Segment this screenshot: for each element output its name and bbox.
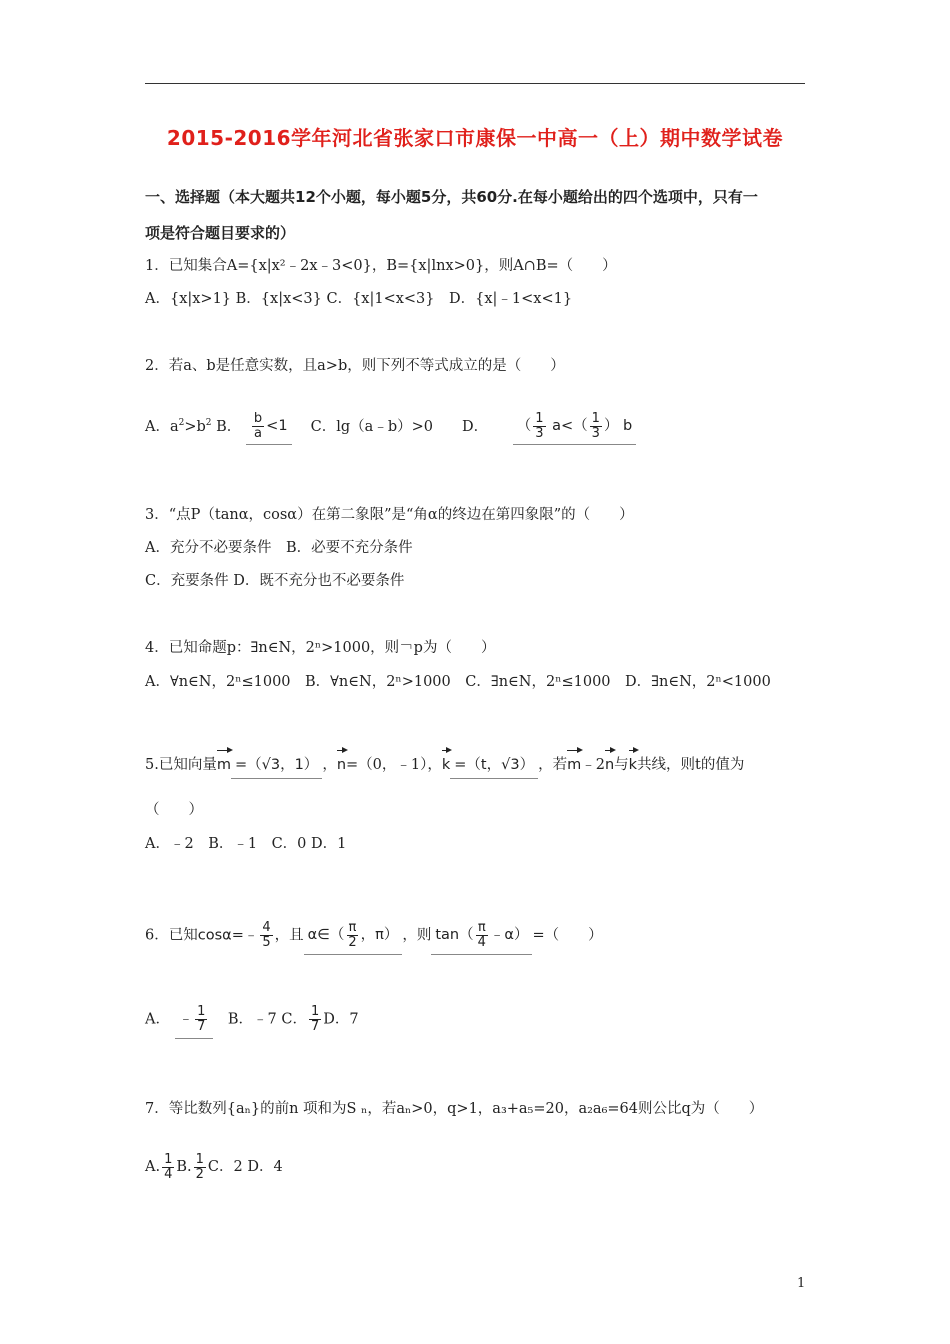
q5-vector-k: k xyxy=(442,748,450,778)
q6-tan-den: 4 xyxy=(477,934,486,950)
q7-opt-a-den: 4 xyxy=(164,1166,173,1182)
q2-opt-b-image xyxy=(246,408,292,445)
q6-cos-num: 4 xyxy=(262,920,271,935)
q6-stem-a: 6．已知 xyxy=(145,927,198,944)
q6-alpha-range xyxy=(304,916,403,955)
q6-tan-a: tan（ xyxy=(435,927,474,943)
q7-stem: 7．等比数列{aₙ}的前n 项和为S ₙ，若aₙ>0，q>1，a₃+a₅=20，a₂a₆=64则公比q为（ ） xyxy=(145,1101,764,1117)
q7-opt-a-num: 1 xyxy=(164,1151,173,1167)
q6-opt-a-image xyxy=(175,1000,214,1039)
q2-opt-b-den: a xyxy=(254,425,263,441)
q3-stem: 3．“点P（tanα，cosα）在第二象限”是“角α的终边在第四象限”的（ ） xyxy=(145,507,634,523)
q1-stem: 1．已知集合A={x|x²﹣2x﹣3<0}，B={x|lnx>0}，则A∩B=（ ） xyxy=(145,258,617,274)
q5-stem-a: 5.已知向量 xyxy=(145,757,217,773)
q5-vector-m: m xyxy=(217,748,231,778)
q5-vector-m2: m xyxy=(567,748,581,778)
q6-stem-b: ，且 xyxy=(274,927,304,944)
q5-vector-k2: k xyxy=(629,748,637,778)
q6-alpha-end: ，π） xyxy=(360,927,399,943)
q5-vector-n2: n xyxy=(605,748,614,778)
page-number: 1 xyxy=(797,1276,806,1291)
q6-pi-num: π xyxy=(348,919,357,935)
q2-opt-b-label: B． xyxy=(211,418,242,435)
q2-options: A．$a^2>b^2$ B． $\frac{b}{a}$ <1 C．lg（a﹣b）>0 D． （ $\frac{1}{3}$ a<（ $\frac{1}{3}$ ） b xyxy=(145,405,636,445)
q6-opt-c-num: 1 xyxy=(310,1004,320,1019)
q6-alpha-in: α∈（ xyxy=(307,927,345,943)
q5-options: A．﹣2 B．﹣1 C．0 D．1 xyxy=(145,836,347,852)
q6-opt-a-sign: ﹣ xyxy=(178,1011,194,1027)
q5-vector-n: n xyxy=(337,748,346,778)
q1-options: A．{x|x>1} B．{x|x<3} C．{x|1<x<3} D．{x|﹣1<x<1} xyxy=(145,291,573,307)
q5-stem-c: ﹣2 xyxy=(581,757,605,773)
q7-opt-rest: C．2 D．4 xyxy=(207,1159,283,1175)
q3-options-ab: A．充分不必要条件 B．必要不充分条件 xyxy=(145,540,413,556)
q6-opt-a: A． xyxy=(145,1011,170,1028)
q6-cos-expr: cosα=﹣ xyxy=(197,927,259,944)
q5-sep: ， xyxy=(322,757,337,773)
q2-opt-c: C．lg（a﹣b）>0 D． xyxy=(296,418,489,435)
q7-opt-a: A. xyxy=(145,1159,161,1175)
q2-opt-a: A．a xyxy=(145,418,179,435)
q6-stem-c: ，则 xyxy=(402,927,432,944)
q2-opt-d-den1: 3 xyxy=(535,425,544,441)
q6-options xyxy=(145,1000,359,1039)
q5-stem-d: 与 xyxy=(614,757,629,773)
q6-opt-b: B．﹣7 C． xyxy=(213,1011,307,1028)
q5-paren: （ ） xyxy=(145,802,203,818)
q5-n-value: =（0，﹣1）， xyxy=(346,757,442,773)
q2-opt-d-end: ） b xyxy=(603,418,633,435)
q5-m-value: =（√3，1） xyxy=(231,752,322,779)
q4-stem: 4．已知命题p：∃n∈N，2ⁿ>1000，则￢p为（ ） xyxy=(145,640,496,656)
q7-opt-b: B. xyxy=(176,1159,192,1175)
q2-opt-d-num1: 1 xyxy=(535,410,544,426)
q2-opt-d-den2: 3 xyxy=(591,425,600,441)
q2-opt-b-num: b xyxy=(253,410,263,426)
q6-pi-den: 2 xyxy=(348,934,357,950)
q2-opt-d-num2: 1 xyxy=(591,410,600,426)
q6-stem-d: =（ ） xyxy=(532,927,603,944)
header-rule xyxy=(145,83,805,84)
q4-options: A．∀n∈N，2ⁿ≤1000 B．∀n∈N，2ⁿ>1000 C．∃n∈N，2ⁿ≤1000 D．∃n∈N，2ⁿ<1000 xyxy=(145,674,771,690)
q2-opt-b-rel: <1 xyxy=(266,418,288,435)
exam-title: 2015-2016学年河北省张家口市康保一中高一（上）期中数学试卷 xyxy=(166,126,784,150)
q6-opt-c-den: 7 xyxy=(310,1019,320,1034)
q7-options xyxy=(145,1148,283,1186)
q6-tan-expr xyxy=(431,916,532,955)
q2-opt-d-mid: a<（ xyxy=(547,418,588,435)
section-heading-line1: 一、选择题（本大题共12个小题，每小题5分，共60分.在每小题给出的四个选项中，只有一 xyxy=(145,188,758,206)
section-heading-line2: 项是符合题目要求的） xyxy=(145,224,296,242)
q2-opt-a2: >b xyxy=(184,418,206,435)
q2-stem: 2．若a、b是任意实数，且a>b，则下列不等式成立的是（ ） xyxy=(145,358,565,374)
q6-opt-a-den: 7 xyxy=(197,1018,206,1034)
q5-k-value: =（t，√3） xyxy=(450,752,538,779)
q7-opt-b-den: 2 xyxy=(195,1166,204,1182)
q3-options-cd: C．充要条件 D．既不充分也不必要条件 xyxy=(145,573,405,589)
q6-stem xyxy=(145,916,603,955)
q7-opt-b-num: 1 xyxy=(195,1151,204,1167)
q6-cos-den: 5 xyxy=(262,935,271,950)
q5-stem xyxy=(145,748,744,779)
q6-tan-num: π xyxy=(477,919,486,935)
q5-stem-b: ，若 xyxy=(538,757,568,773)
q6-opt-d: D．7 xyxy=(323,1011,359,1028)
q2-opt-d-image: （ $\frac{1}{3}$ a<（ $\frac{1}{3}$ ） b xyxy=(513,408,637,445)
q6-opt-a-num: 1 xyxy=(197,1003,206,1019)
q6-tan-b: ﹣α） xyxy=(489,927,529,943)
q5-stem-e: 共线，则t的值为 xyxy=(637,757,745,773)
